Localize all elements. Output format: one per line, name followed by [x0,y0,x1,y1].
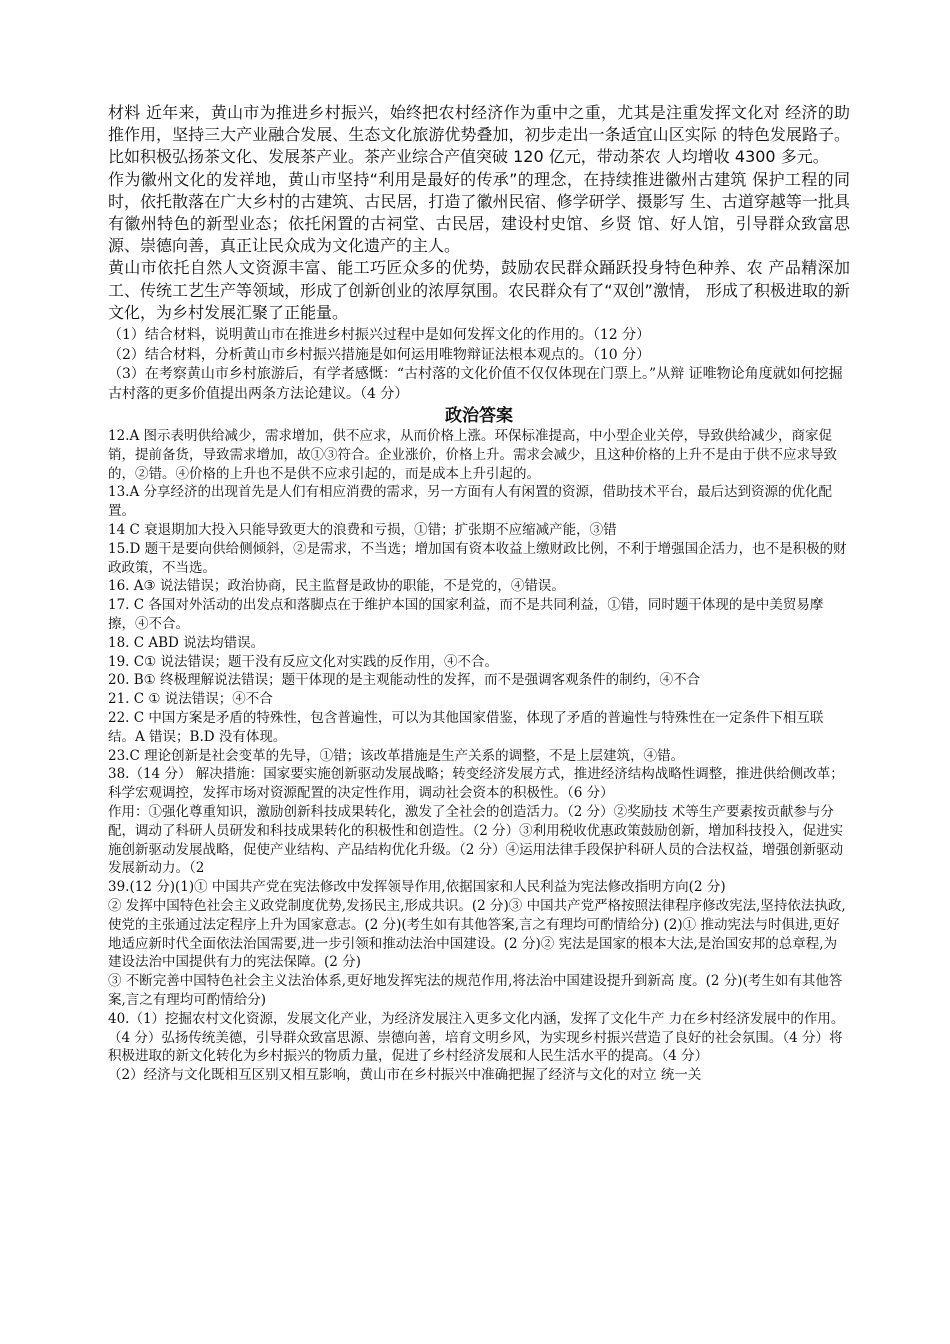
answer-14: 14 C 衰退期加大投入只能导致更大的浪费和亏损，①错；扩张期不应缩减产能，③错 [108,522,617,539]
answer-39-part-2: ② 发挥中国特色社会主义政党制度优势,发扬民主,形成共识。(2 分)③ 中国共产党严格按照法律程序修改宪法,坚持依法执政,使党的主张通过法定程序上升为国家意志。(2 分)(考生如有其他答案,言之有理均可酌情给分) (2)① 推动宪法与时俱进,更好地适应新时代全面依法治国需要,进一步引领和推动法治中国建设。(2 分)② 宪法是国家的根本大法,是治国安邦的总章程,为建设法治中国提供有力的宪法保障。(2 分) [108,897,846,971]
question-3: （3）在考察黄山市乡村旅游后，有学者感慨：“古村落的文化价值不仅仅体现在门票上。”从辩 证唯物论角度就如何挖掘古村落的更多价值提出两条方法论建议。（4 分） [108,366,843,402]
answer-20: 20. B① 终极理解说法错误；题干体现的是主观能动性的发挥，而不是强调客观条件的制约，④不合 [108,672,701,689]
material-section [108,102,850,324]
answer-22: 22. C 中国方案是矛盾的特殊性，包含普遍性，可以为其他国家借鉴，体现了矛盾的普遍性与特殊性在一定条件下相互联结。A 错误；B.D 没有体现。 [108,709,824,745]
answer-19: 19. C① 说法错误；题干没有反应文化对实践的反作用，④不合。 [108,653,498,670]
answer-18: 18. C ABD 说法均错误。 [108,634,265,651]
material-paragraph-1: 材料 近年来，黄山市为推进乡村振兴，始终把农村经济作为重中之重，尤其是注重发挥文化对 经济的助推作用，坚持三大产业融合发展、生态文化旅游优势叠加，初步走出一条适宜山区实际 的特色发展路子。比如积极弘扬茶文化、发展茶产业。茶产业综合产值突破 120 亿元，带动茶农 人均增收 4300 多元。 [108,103,850,167]
material-paragraph-3: 黄山市依托自然人文资源丰富、能工巧匠众多的优势，鼓励农民群众踊跃投身特色种养、农 产品精深加工、传统工艺生产等领域，形成了创新创业的浓厚氛围。农民群众有了“双创”激情， 形成了积极进取的新文化，为乡村发展汇聚了正能量。 [108,258,850,322]
question-2: （2）结合材料，分析黄山市乡村振兴措施是如何运用唯物辩证法根本观点的。（10 分） [108,346,651,363]
answer-13: 13.A 分享经济的出现首先是人们有相应消费的需求，另一方面有人有闲置的资源，借助技术平台，最后达到资源的优化配置。 [108,484,833,520]
answer-38-effects: 作用：①强化尊重知识，激励创新科技成果转化，激发了全社会的创造活力。（2 分）②奖励技 术等生产要素按贡献参与分配，调动了科研人员研发和科技成果转化的积极性和创造性。（2 分）③利用税收优惠政策鼓励创新，增加科技投入，促进实施创新驱动发展战略，促使产业结构、产品结构优化升级。（2 分）④运用法律手段保护科研人员的合法权益，增强创新驱动发展新动力。（2 [108,803,844,877]
answer-40-part-2: （2）经济与文化既相互区别又相互影响，黄山市在乡村振兴中准确把握了经济与文化的对立 统一关 [108,1067,702,1084]
answer-16: 16. A③ 说法错误；政治协商，民主监督是政协的职能，不是党的，④错误。 [108,578,565,595]
answer-12: 12.A 图示表明供给减少，需求增加，供不应求，从而价格上涨。环保标准提高，中小型企业关停，导致供给减少，商家促销，提前备货，导致需求增加，故①③符合。企业涨价，价格上升。需求会减少，且这种价格的上升不是由于供不应求导致的，②错。④价格的上升也不是供不应求引起的，而是成本上升引起的。 [108,428,837,482]
answers-section [108,427,850,1085]
question-1: （1）结合材料，说明黄山市在推进乡村振兴过程中是如何发挥文化的作用的。（12 分） [108,327,651,344]
answer-title: 政治答案 [445,406,513,427]
answer-17: 17. C 各国对外活动的出发点和落脚点在于维护本国的国家利益，而不是共同利益，①错，同时题干体现的是中美贸易摩擦，④不合。 [108,597,824,632]
answer-39-part-1: 39.(12 分)(1)① 中国共产党在宪法修改中发挥领导作用,依据国家和人民利益为宪法修改指明方向(2 分) [108,879,726,896]
answer-15: 15.D 题干是要向供给侧倾斜，②是需求，不当选；增加国有资本收益上缴财政比例，不利于增强国企活力，也不是积极的财政政策，不当选。 [108,540,847,576]
questions-section [108,326,850,404]
material-paragraph-2: 作为徽州文化的发祥地，黄山市坚持“利用是最好的传承”的理念，在持续推进徽州古建筑 保护工程的同时，依托散落在广大乡村的古建筑、古民居，打造了徽州民宿、修学研学、摄影写 生、古道穿越等一批具有徽州特色的新型业态；依托闲置的古祠堂、古民居，建设村史馆、乡贤 馆、好人馆，引导群众致富思源、崇德向善，真正让民众成为文化遗产的主人。 [108,169,850,256]
answer-38-measures: 38.（14 分） 解决措施：国家要实施创新驱动发展战略；转变经济发展方式，推进经济结构战略性调整，推进供给侧改革；科学宏观调控，发挥市场对资源配置的决定性作用，调动社会资本的积极性。（6 分） [108,766,844,802]
answer-39-part-3: ③ 不断完善中国特色社会主义法治体系,更好地发挥宪法的规范作用,将法治中国建设提升到新高 度。(2 分)(考生如有其他答案,言之有理均可酌情给分) [108,973,843,1008]
answer-40-part-1: 40.（1）挖掘农村文化资源，发展文化产业，为经济发展注入更多文化内涵，发挥了文化牛产 力在乡村经济发展中的作用。（4 分）弘扬传统美德，引导群众致富思源、崇德向善，培育文明乡风，为实现乡村振兴营造了良好的社会氛围。（4 分）将积极进取的新文化转化为乡村振兴的物质力量，促进了乡村经济发展和人民生活水平的提高。（4 分） [108,1010,845,1065]
answer-21: 21. C ① 说法错误；④不合 [108,691,273,708]
answer-23: 23.C 理论创新是社会变革的先导，①错；该改革措施是生产关系的调整，不是上层建筑，④错。 [108,747,685,764]
